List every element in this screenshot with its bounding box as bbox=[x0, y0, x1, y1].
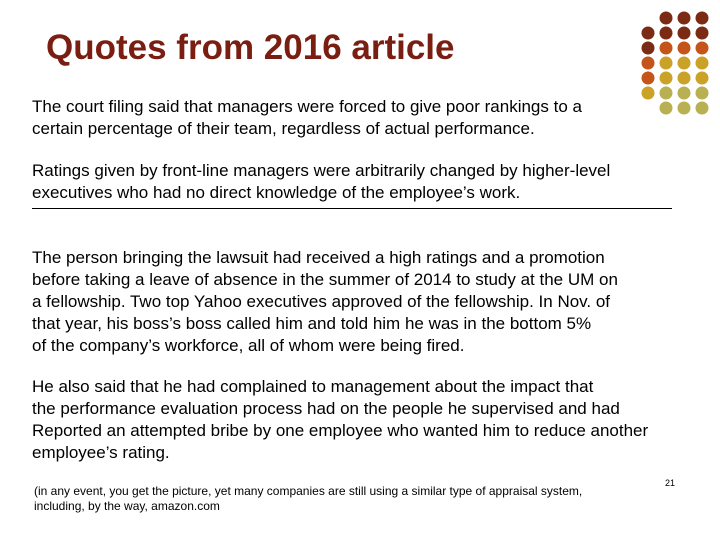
decorative-dot bbox=[660, 42, 673, 55]
decorative-dot bbox=[660, 72, 673, 85]
decorative-dot bbox=[642, 72, 655, 85]
section-divider bbox=[32, 208, 672, 209]
decorative-dot bbox=[678, 72, 691, 85]
decorative-dot bbox=[678, 12, 691, 25]
page-number: 21 bbox=[665, 478, 676, 488]
decorative-dot bbox=[696, 12, 709, 25]
decorative-dot bbox=[642, 27, 655, 40]
decorative-dot bbox=[678, 27, 691, 40]
footnote: (in any event, you get the picture, yet many companies are still using a similar type of appraisal system, including, by the way, amazon.com bbox=[34, 484, 583, 513]
decorative-dot bbox=[642, 42, 655, 55]
decorative-dot bbox=[660, 57, 673, 70]
slide-title: Quotes from 2016 article bbox=[46, 28, 455, 67]
decorative-dot bbox=[696, 27, 709, 40]
decorative-dot bbox=[678, 42, 691, 55]
decorative-dot bbox=[696, 57, 709, 70]
decorative-dot bbox=[660, 12, 673, 25]
quote-paragraph-3: The person bringing the lawsuit had received a high ratings and a promotion before taking a leave of absence in the summer of 2014 to study at the UM on a fellowship. Two top Yahoo executives approved of the fellowship. In Nov. of that year, his boss’s boss called him and told him he was in the bottom 5% of the company’s workforce, all of whom were being fired. bbox=[32, 248, 618, 355]
decorative-dot bbox=[660, 27, 673, 40]
decorative-dot bbox=[678, 57, 691, 70]
decorative-dot bbox=[696, 42, 709, 55]
quote-paragraph-2: Ratings given by front-line managers were arbitrarily changed by higher-level executives who had no direct knowledge of the employee’s work. bbox=[32, 161, 611, 202]
decorative-dot bbox=[642, 57, 655, 70]
quote-paragraph-4: He also said that he had complained to management about the impact that the performance evaluation process had on the people he supervised and had Reported an attempted bribe by one employee who wanted him to reduce another employee’s rating. bbox=[32, 377, 649, 462]
quote-paragraph-1: The court filing said that managers were forced to give poor rankings to a certain percentage of their team, regardless of actual performance. bbox=[32, 97, 582, 138]
decorative-dot bbox=[696, 72, 709, 85]
